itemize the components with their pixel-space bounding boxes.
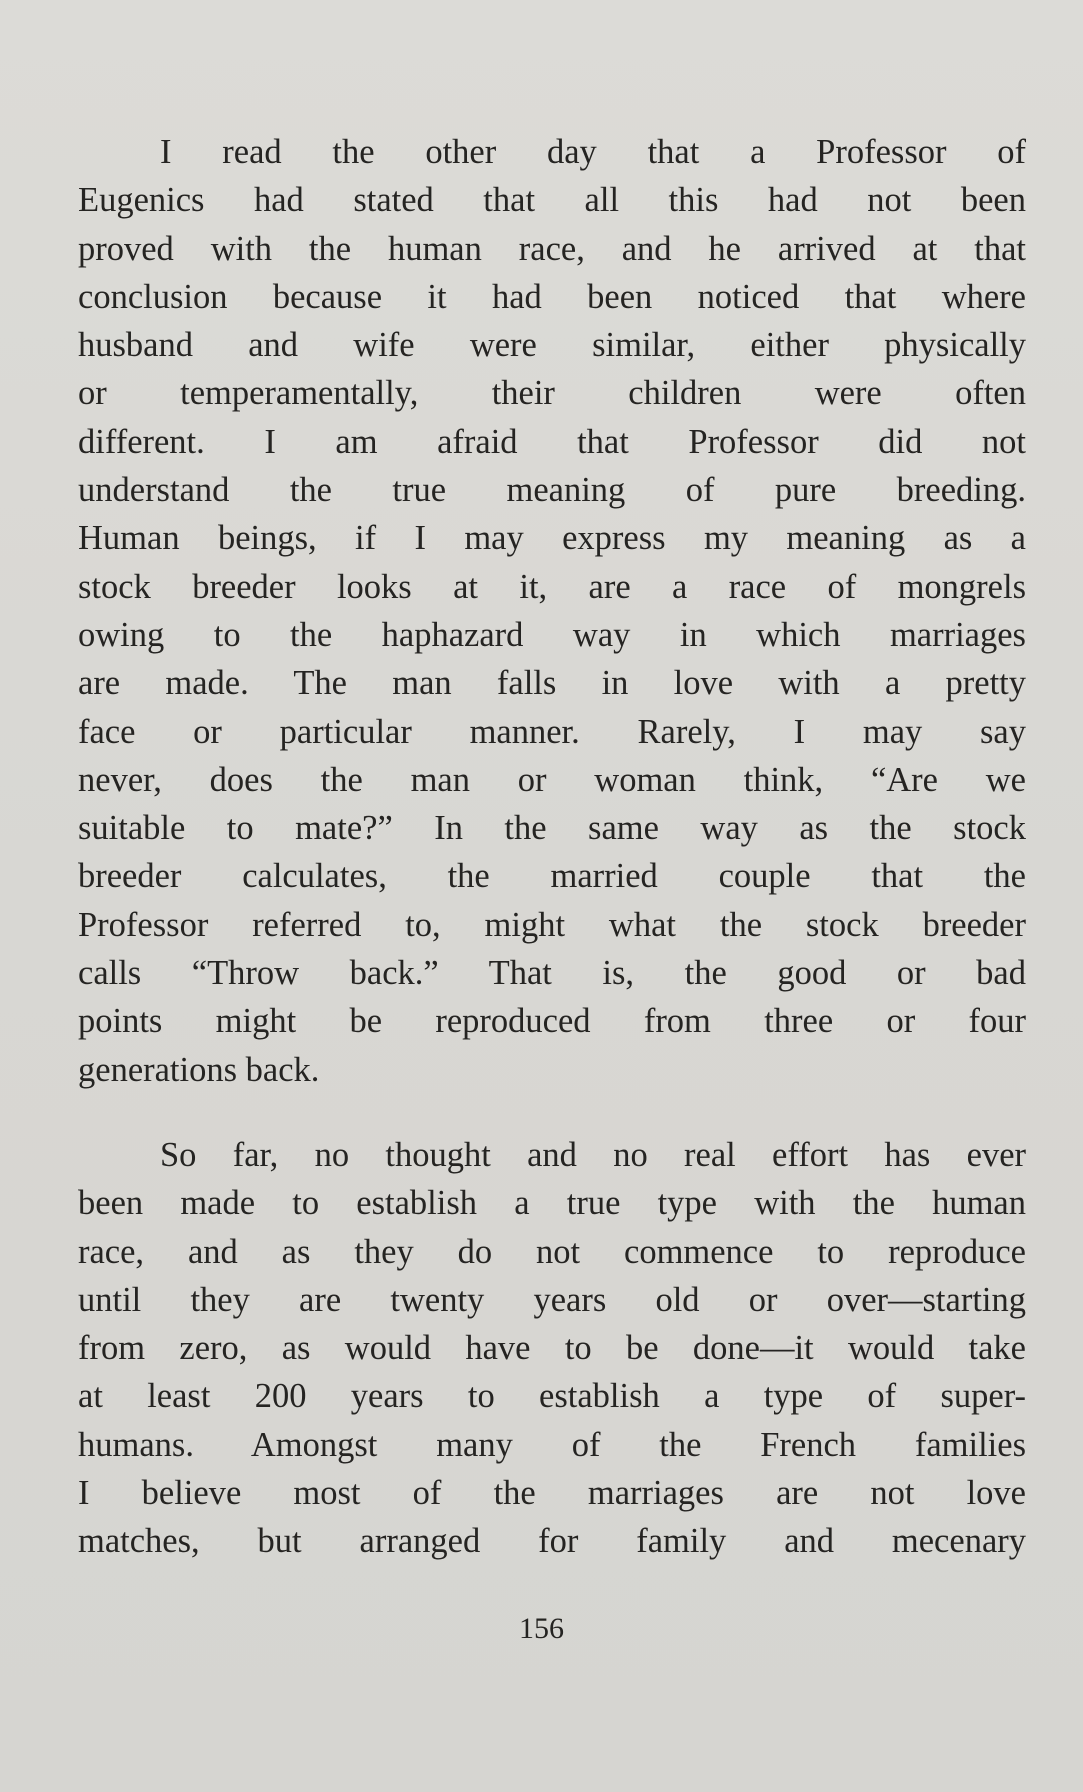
text-line: face or particular manner. Rarely, I may say (78, 712, 1026, 751)
text-line: conclusion because it had been noticed that where (78, 277, 1026, 316)
text-line: I believe most of the marriages are not love (78, 1474, 1026, 1513)
text-line: stock breeder looks at it, are a race of mongrels (78, 567, 1026, 606)
text-line: or temperamentally, their children were often (78, 374, 1026, 413)
text-line: been made to establish a true type with the human (78, 1184, 1026, 1223)
text-line: humans. Amongst many of the French families (78, 1425, 1026, 1464)
page-number: 156 (519, 1612, 564, 1645)
text-line: are made. The man falls in love with a pretty (78, 664, 1026, 703)
text-line: So far, no thought and no real effort has ever (160, 1136, 1026, 1174)
text-line: generations back. (78, 1050, 320, 1089)
text-line: understand the true meaning of pure breeding. (78, 471, 1026, 510)
text-line: until they are twenty years old or over—starting (78, 1280, 1026, 1319)
text-line: different. I am afraid that Professor did not (78, 422, 1026, 461)
text-line: matches, but arranged for family and mecenary (78, 1522, 1026, 1561)
text-line: Human beings, if I may express my meaning as a (78, 519, 1026, 558)
paragraph-1 (78, 128, 1026, 1094)
text-line: from zero, as would have to be done—it would take (78, 1329, 1026, 1368)
text-line: at least 200 years to establish a type of super- (78, 1377, 1026, 1416)
text-line: calls “Throw back.” That is, the good or bad (78, 954, 1026, 993)
text-line: points might be reproduced from three or four (78, 1002, 1026, 1041)
text-line: proved with the human race, and he arrived at that (78, 229, 1026, 268)
text-line: Professor referred to, might what the stock breeder (78, 905, 1026, 944)
text-line: breeder calculates, the married couple that the (78, 857, 1026, 896)
text-line: owing to the haphazard way in which marriages (78, 615, 1026, 654)
text-line: never, does the man or woman think, “Are we (78, 760, 1026, 799)
text-line: Eugenics had stated that all this had not been (78, 181, 1026, 220)
text-line: husband and wife were similar, either physically (78, 326, 1026, 365)
text-line: I read the other day that a Professor of (160, 133, 1026, 171)
text-line: race, and as they do not commence to reproduce (78, 1232, 1026, 1271)
text-line: suitable to mate?” In the same way as the stock (78, 809, 1026, 848)
paragraph-2 (78, 1131, 1026, 1566)
